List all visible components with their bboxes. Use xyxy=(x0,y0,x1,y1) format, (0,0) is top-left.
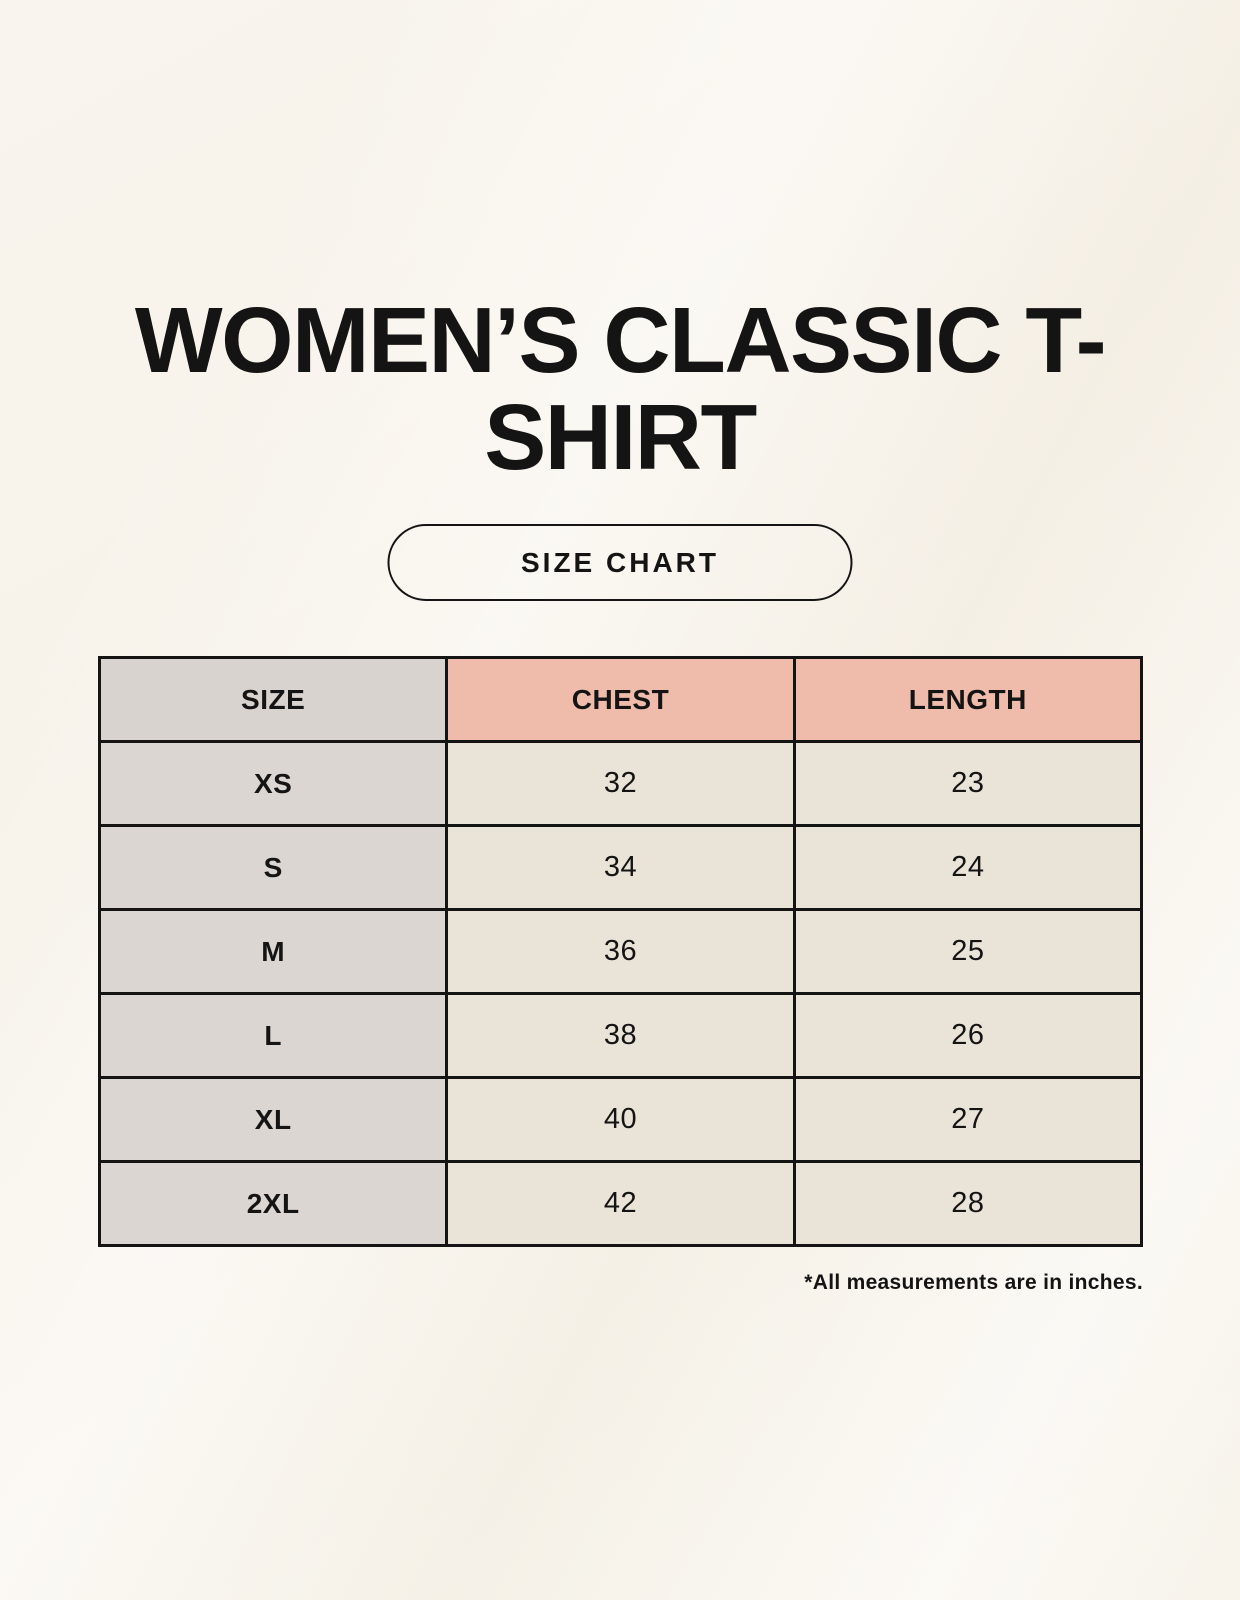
column-header-size: SIZE xyxy=(100,658,447,742)
size-chart-button-label: SIZE CHART xyxy=(521,546,719,578)
chest-cell: 40 xyxy=(447,1078,794,1162)
size-chart-table xyxy=(98,656,1143,1247)
length-cell: 27 xyxy=(794,1078,1141,1162)
table-body xyxy=(100,742,1142,1246)
column-header-length: LENGTH xyxy=(794,658,1141,742)
chest-cell: 32 xyxy=(447,742,794,826)
length-cell: 28 xyxy=(794,1162,1141,1246)
page-title: WOMEN’S CLASSIC T-SHIRT xyxy=(134,288,1106,489)
length-cell: 25 xyxy=(794,910,1141,994)
table-row xyxy=(100,742,1142,826)
table-header-row xyxy=(100,658,1142,742)
column-header-chest: CHEST xyxy=(447,658,794,742)
chest-cell: 42 xyxy=(447,1162,794,1246)
length-cell: 26 xyxy=(794,994,1141,1078)
chest-cell: 34 xyxy=(447,826,794,910)
size-cell: S xyxy=(100,826,447,910)
chest-cell: 36 xyxy=(447,910,794,994)
length-cell: 24 xyxy=(794,826,1141,910)
measurements-footnote: *All measurements are in inches. xyxy=(804,1271,1143,1294)
table-row xyxy=(100,910,1142,994)
table-row xyxy=(100,1078,1142,1162)
table-row xyxy=(100,1162,1142,1246)
table-row xyxy=(100,826,1142,910)
table-row xyxy=(100,994,1142,1078)
size-cell: L xyxy=(100,994,447,1078)
size-cell: 2XL xyxy=(100,1162,447,1246)
size-chart-button[interactable] xyxy=(388,524,853,601)
size-cell: XL xyxy=(100,1078,447,1162)
chest-cell: 38 xyxy=(447,994,794,1078)
size-cell: XS xyxy=(100,742,447,826)
length-cell: 23 xyxy=(794,742,1141,826)
size-cell: M xyxy=(100,910,447,994)
